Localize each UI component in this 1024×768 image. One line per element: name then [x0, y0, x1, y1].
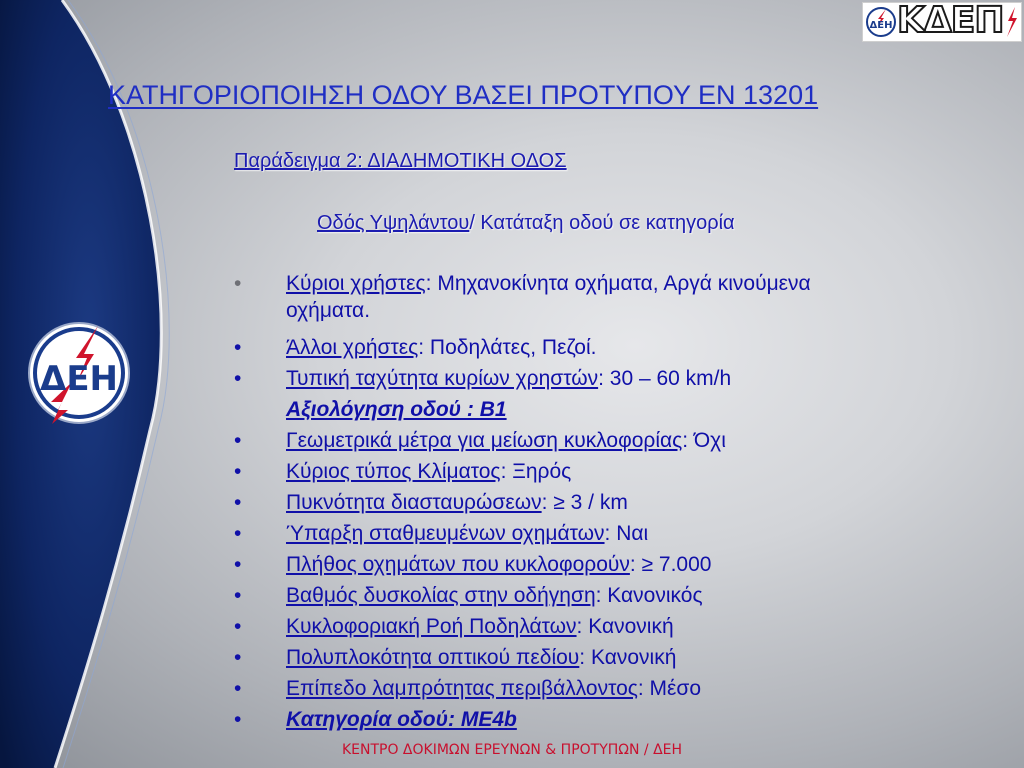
bullet-icon: •	[234, 460, 242, 483]
bullet-icon: •	[234, 708, 242, 731]
item-value: : Όχι	[682, 429, 726, 452]
bullet-icon: •	[234, 429, 242, 452]
deh-emblem	[24, 318, 134, 428]
list-item-traffic-volume	[232, 549, 811, 580]
item-value: : 30 – 60 km/h	[598, 367, 732, 390]
bullet-icon: •	[234, 553, 242, 576]
item-key: Πλήθος οχημάτων που κυκλοφορούν	[286, 553, 630, 576]
list-item-traffic-calming	[232, 425, 811, 456]
bullet-icon: •	[234, 491, 242, 514]
list-item-ambient-luminance	[232, 673, 811, 704]
list-item-driving-difficulty	[232, 580, 811, 611]
item-key: Κύριος τύπος Κλίματος	[286, 460, 501, 483]
item-value: : Κανονικός	[595, 584, 703, 607]
item-value: : Ναι	[604, 522, 649, 545]
item-key: Πυκνότητα διασταυρώσεων	[286, 491, 542, 514]
list-item-other-users	[232, 332, 811, 363]
svg-text:ΔΕΗ: ΔΕΗ	[869, 20, 893, 31]
list-item-bicycle-flow	[232, 611, 811, 642]
list-item-speed	[232, 363, 811, 394]
road-name: Οδός Υψηλάντου	[317, 212, 470, 234]
deh-mini-logo-icon	[865, 6, 897, 38]
bullet-icon: •	[234, 272, 242, 295]
list-item-climate	[232, 456, 811, 487]
item-key: Τυπική ταχύτητα κυρίων χρηστών	[286, 367, 599, 390]
bullet-icon: •	[234, 367, 242, 390]
svg-text:ΔΕΗ: ΔΕΗ	[40, 359, 118, 399]
kdep-logo-text: ΚΔΕΠ	[897, 0, 1004, 41]
item-key: Άλλοι χρήστες	[286, 336, 419, 359]
road-evaluation	[232, 394, 811, 425]
road-subtitle-rest: / Κατάταξη οδού σε κατηγορία	[469, 212, 735, 234]
item-value: : Κανονική	[579, 646, 677, 669]
bullet-icon: •	[234, 615, 242, 638]
item-key: Κύριοι χρήστες	[286, 272, 426, 295]
page-title: ΚΑΤΗΓΟΡΙΟΠΟΙΗΣΗ ΟΔΟΥ ΒΑΣΕΙ ΠΡΟΤΥΠΟΥ ΕΝ 13201	[108, 80, 819, 110]
criteria-list	[232, 270, 811, 735]
bullet-icon: •	[234, 677, 242, 700]
item-key: Γεωμετρικά μέτρα για μείωση κυκλοφορίας	[286, 429, 683, 452]
item-value: : Ποδηλάτες, Πεζοί.	[418, 336, 597, 359]
evaluation-text: Αξιολόγηση οδού : Β1	[286, 398, 507, 421]
item-value: : Μηχανοκίνητα οχήματα, Αργά κινούμενα	[425, 272, 811, 295]
list-item-visual-complexity	[232, 642, 811, 673]
item-value: : Κανονική	[576, 615, 674, 638]
example-heading: Παράδειγμα 2: ΔΙΑΔΗΜΟΤΙΚΗ ΟΔΟΣ	[234, 150, 567, 172]
item-value: : Μέσο	[637, 677, 702, 700]
item-key: Κατηγορία οδού: ΜΕ4b	[286, 708, 517, 731]
item-value-cont: οχήματα.	[286, 299, 371, 322]
bullet-icon: •	[234, 522, 242, 545]
list-item-road-category	[232, 704, 811, 735]
item-key: Επίπεδο λαμπρότητας περιβάλλοντος	[286, 677, 638, 700]
item-value: : ≥ 3 / km	[541, 491, 628, 514]
list-item-main-users	[232, 270, 811, 324]
item-value: : Ξηρός	[500, 460, 572, 483]
road-subtitle	[317, 212, 735, 235]
kdep-logo	[862, 2, 1022, 42]
item-value: : ≥ 7.000	[629, 553, 712, 576]
footer-text: ΚΕΝΤΡΟ ΔΟΚΙΜΩΝ ΕΡΕΥΝΩΝ & ΠΡΟΤΥΠΩΝ / ΔΕΗ	[341, 742, 683, 758]
bullet-icon: •	[234, 336, 242, 359]
logo-bolt-icon	[1005, 7, 1019, 37]
bullet-icon: •	[234, 584, 242, 607]
item-key: Πολυπλοκότητα οπτικού πεδίου	[286, 646, 580, 669]
list-item-intersection-density	[232, 487, 811, 518]
bullet-icon: •	[234, 646, 242, 669]
item-key: Κυκλοφοριακή Ροή Ποδηλάτων	[286, 615, 577, 638]
item-key: Ύπαρξη σταθμευμένων οχημάτων	[286, 522, 605, 545]
list-item-parked-vehicles	[232, 518, 811, 549]
item-key: Βαθμός δυσκολίας στην οδήγηση	[286, 584, 596, 607]
